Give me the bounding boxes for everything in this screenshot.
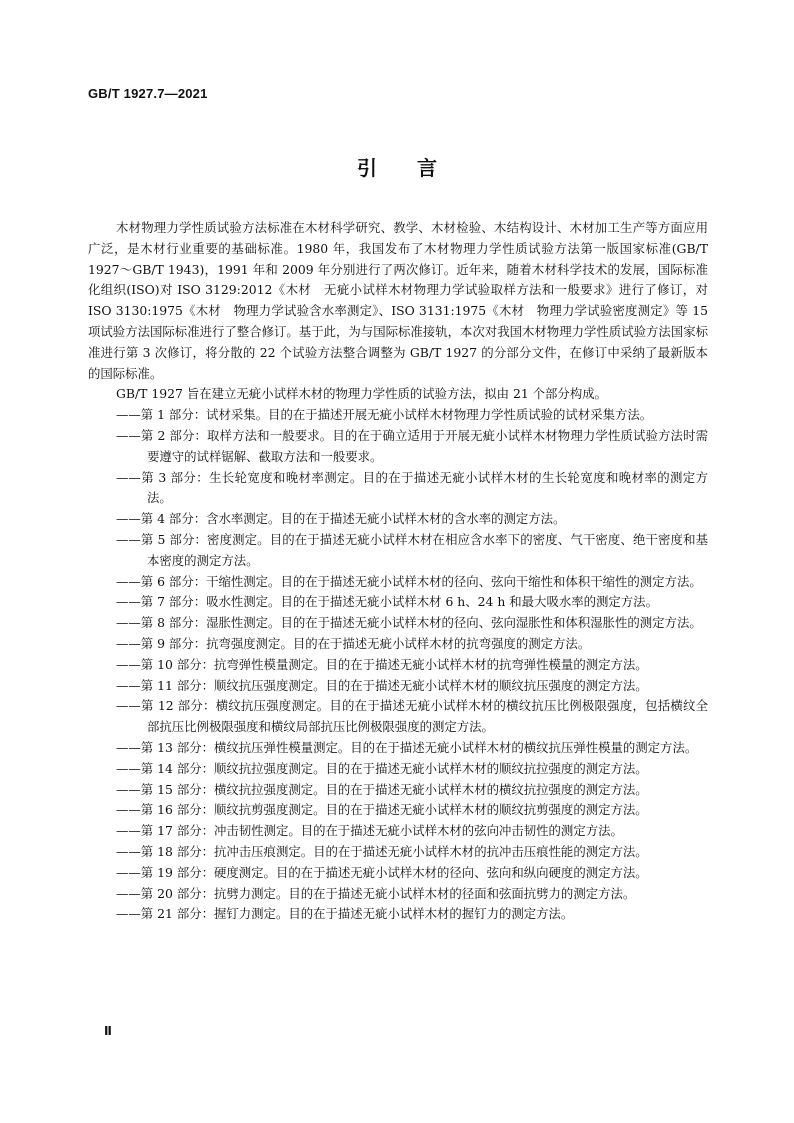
list-item: ——第 5 部分：密度测定。目的在于描述无疵小试样木材在相应含水率下的密度、气干密度、绝干密度和基本密度的测定方法。 bbox=[116, 531, 708, 568]
list-item: ——第 8 部分：湿胀性测定。目的在于描述无疵小试样木材的径向、弦向湿胀性和体积湿胀性的测定方法。 bbox=[116, 615, 702, 631]
list-item: ——第 21 部分：握钉力测定。目的在于描述无疵小试样木材的握钉力的测定方法。 bbox=[116, 906, 574, 922]
list-item: ——第 2 部分：取样方法和一般要求。目的在于确立适用于开展无疵小试样木材物理力学性质试验方法时需要遵守的试样锯解、截取方法和一般要求。 bbox=[116, 427, 708, 464]
list-item: ——第 10 部分：抗弯弹性模量测定。目的在于描述无疵小试样木材的抗弯弹性模量的测定方法。 bbox=[116, 656, 648, 672]
list-item: ——第 17 部分：冲击韧性测定。目的在于描述无疵小试样木材的弦向冲击韧性的测定方法。 bbox=[116, 823, 623, 839]
list-item: ——第 15 部分：横纹抗拉强度测定。目的在于描述无疵小试样木材的横纹抗拉强度的测定方法。 bbox=[116, 781, 648, 797]
list-item: ——第 14 部分：顺纹抗拉强度测定。目的在于描述无疵小试样木材的顺纹抗拉强度的测定方法。 bbox=[116, 760, 648, 776]
page-title: 引言 bbox=[357, 156, 477, 180]
list-item: ——第 20 部分：抗劈力测定。目的在于描述无疵小试样木材的径面和弦面抗劈力的测定方法。 bbox=[116, 885, 636, 901]
standard-code: GB/T 1927.7—2021 bbox=[88, 86, 208, 101]
parts-list bbox=[88, 405, 708, 925]
intro-paragraph: GB/T 1927 旨在建立无疵小试样木材的物理力学性质的试验方法，拟由 21 个部分构成。 bbox=[116, 386, 607, 402]
list-item: ——第 3 部分：生长轮宽度和晚材率测定。目的在于描述无疵小试样木材的生长轮宽度和晚材率的测定方法。 bbox=[116, 469, 708, 506]
list-item: ——第 7 部分：吸水性测定。目的在于描述无疵小试样木材 6 h、24 h 和最大吸水率的测定方法。 bbox=[116, 594, 658, 610]
list-item: ——第 13 部分：横纹抗压弹性模量测定。目的在于描述无疵小试样木材的横纹抗压弹性模量的测定方法。 bbox=[116, 739, 698, 755]
list-item: ——第 6 部分：干缩性测定。目的在于描述无疵小试样木材的径向、弦向干缩性和体积干缩性的测定方法。 bbox=[116, 573, 702, 589]
document-body bbox=[88, 218, 708, 925]
list-item: ——第 4 部分：含水率测定。目的在于描述无疵小试样木材的含水率的测定方法。 bbox=[116, 511, 566, 527]
list-item: ——第 19 部分：硬度测定。目的在于描述无疵小试样木材的径向、弦向和纵向硬度的测定方法。 bbox=[116, 864, 648, 880]
list-item: ——第 1 部分：试材采集。目的在于描述开展无疵小试样木材物理力学性质试验的试材采集方法。 bbox=[116, 407, 653, 423]
page-number: Ⅱ bbox=[104, 1024, 112, 1038]
list-item: ——第 9 部分：抗弯强度测定。目的在于描述无疵小试样木材的抗弯强度的测定方法。 bbox=[116, 635, 591, 651]
list-item: ——第 18 部分：抗冲击压痕测定。目的在于描述无疵小试样木材的抗冲击压痕性能的测定方法。 bbox=[116, 843, 648, 859]
list-item: ——第 16 部分：顺纹抗剪强度测定。目的在于描述无疵小试样木材的顺纹抗剪强度的测定方法。 bbox=[116, 802, 648, 818]
intro-paragraph: 木材物理力学性质试验方法标准在木材科学研究、教学、木材检验、木结构设计、木材加工生产等方面应用广泛，是木材行业重要的基础标准。1980 年，我国发布了木材物理力学性质试验方法第一版国家标准(GB/T 1927～GB/T 1943)，1991 年和 2009 年分别进行了两次修订。近年来，随着木材科学技术的发展，国际标准化组织(ISO)对 ISO 3129:2012《木材 无疵小试样木材物理力学试验取样方法和一般要求》进行了修订，对 ISO 3130:1975《木材 物理力学试验含水率测定》、ISO 3131:1975《木材 物理力学试验密度测定》等 15 项试验方法国际标准进行了整合修订。基于此，为与国际标准接轨，本次对我国木材物理力学性质试验方法国家标准进行第 3 次修订，将分散的 22 个试验方法整合调整为 GB/T 1927 的分部分文件，在修订中采纳了最新版本的国际标准。 bbox=[88, 220, 708, 381]
list-item: ——第 12 部分：横纹抗压强度测定。目的在于描述无疵小试样木材的横纹抗压比例极限强度，包括横纹全部抗压比例极限强度和横纹局部抗压比例极限强度的测定方法。 bbox=[116, 698, 708, 735]
list-item: ——第 11 部分：顺纹抗压强度测定。目的在于描述无疵小试样木材的顺纹抗压强度的测定方法。 bbox=[116, 677, 648, 693]
